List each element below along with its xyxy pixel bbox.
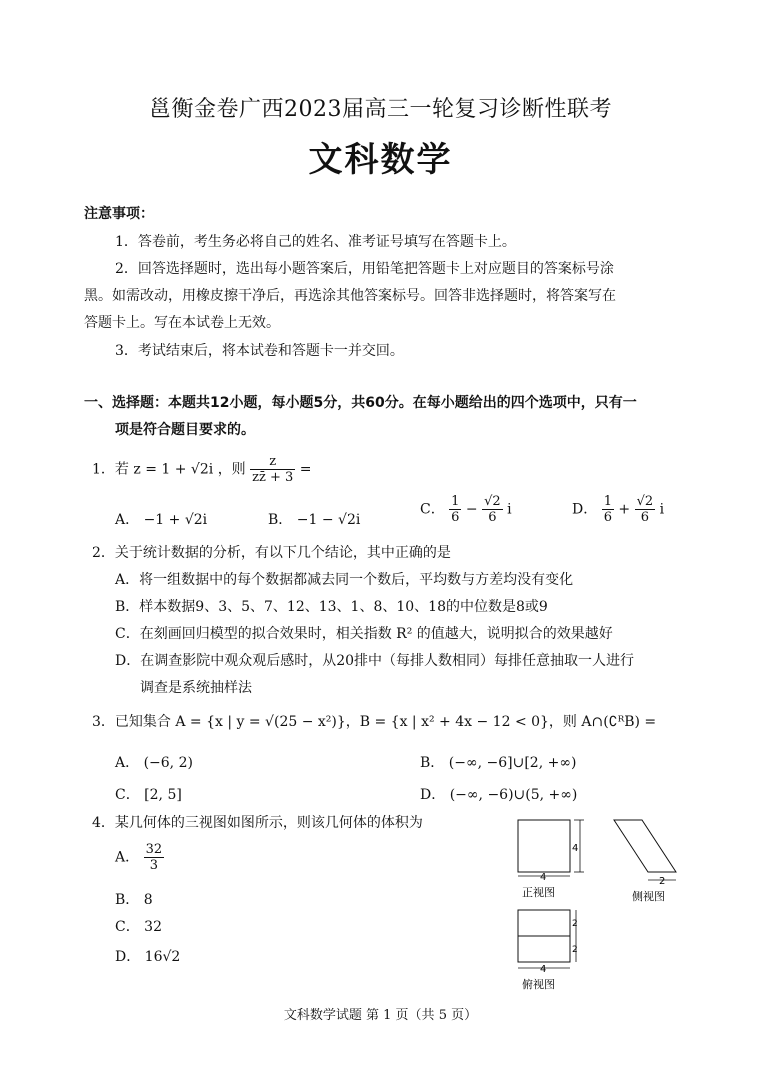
front-view: [518, 820, 584, 899]
option-label: D．: [572, 501, 598, 518]
option-c: [115, 784, 182, 804]
dim-label: 2: [572, 919, 578, 929]
option-label: B．: [268, 512, 293, 528]
stem-text: 1．若: [92, 461, 129, 478]
section-line: 项是符合题目要求的。: [115, 422, 255, 438]
subject-title: 文科数学: [308, 140, 453, 180]
option-b: [268, 509, 360, 529]
numerator: 1: [603, 494, 612, 509]
option-text: (−∞, −6]∪[2, +∞): [448, 755, 577, 771]
option-b: [420, 752, 576, 772]
question-stem: [92, 454, 311, 485]
notice-item: 1．答卷前，考生务必将自己的姓名、准考证号填写在答题卡上。: [115, 234, 516, 250]
option-d: [420, 784, 577, 804]
dim-label: 2: [572, 945, 578, 955]
option-d: [572, 494, 664, 525]
dim-label: 2: [659, 876, 666, 887]
denominator: 6: [603, 510, 612, 525]
operator: +: [618, 501, 631, 518]
option-a: [115, 842, 164, 873]
three-view-figure: [508, 814, 688, 992]
option-text: −1 + √2i: [143, 512, 208, 528]
question-stem: 4．某几何体的三视图如图所示，则该几何体的体积为: [92, 815, 423, 831]
imag-unit: i: [507, 501, 512, 518]
math-expression: z = 1 + √2i: [133, 461, 214, 478]
front-view-label: 正视图: [522, 886, 555, 899]
exam-title: 邕衡金卷广西2023届高三一轮复习诊断性联考: [149, 97, 612, 122]
side-view-label: 侧视图: [632, 890, 665, 903]
option-b: B． 8: [115, 892, 153, 908]
denominator: zz̄ + 3: [252, 470, 294, 485]
option-a: [115, 509, 207, 529]
fraction: [449, 494, 461, 525]
dim-label: 4: [540, 964, 547, 975]
notice-heading: 注意事项：: [84, 206, 154, 222]
numerator: z: [250, 454, 295, 470]
denominator: 6: [640, 510, 650, 525]
notice-item: 3．考试结束后，将本试卷和答题卡一并交回。: [115, 343, 404, 359]
numerator: 32: [145, 842, 163, 857]
dim-label: 4: [572, 843, 579, 854]
denominator: 6: [488, 510, 497, 525]
option-label: C．: [115, 787, 140, 803]
option-c: C．在刻画回归模型的拟合效果时，相关指数 R² 的值越大，说明拟合的效果越好: [115, 626, 613, 642]
stem-text: ，则: [217, 461, 246, 478]
imag-unit: i: [659, 501, 665, 518]
fraction: [144, 842, 165, 873]
option-label: A．: [115, 512, 140, 528]
option-text: (−∞, −6)∪(5, +∞): [449, 787, 578, 803]
fraction: [482, 494, 503, 525]
option-label: A．: [115, 755, 140, 771]
section-line: 一、选择题：本题共12小题，每小题5分，共60分。在每小题给出的四个选项中，只有一: [84, 395, 637, 411]
option-b: B．样本数据9、3、5、7、12、13、1、8、10、18的中位数是8或9: [115, 599, 548, 615]
option-label: D．: [420, 787, 446, 803]
top-view-label: 俯视图: [522, 978, 555, 991]
notice-item: 黑。如需改动，用橡皮擦干净后，再选涂其他答案标号。回答非选择题时，将答案写在: [84, 288, 616, 304]
option-a: A．将一组数据中的每个数据都减去同一个数后，平均数与方差均没有变化: [115, 572, 574, 588]
operator: −: [465, 501, 478, 518]
dim-label: 4: [540, 872, 547, 883]
question-stem: 3．已知集合 A = {x | y = √(25 − x²)}，B = {x | x² + 4x − 12 < 0}，则 A∩(∁ᴿB) =: [92, 714, 657, 730]
denominator: 3: [149, 858, 158, 873]
equals-sign: =: [299, 461, 312, 478]
option-d: D． 16√2: [115, 949, 181, 965]
option-d: D．在调查影院中观众观后感时，从20排中（每排人数相同）每排任意抽取一人进行: [115, 653, 635, 669]
option-d-continued: 调查是系统抽样法: [140, 680, 252, 696]
fraction: [250, 454, 295, 485]
numerator: √2: [636, 494, 654, 509]
option-label: C．: [420, 501, 445, 518]
option-label: B．: [420, 755, 445, 771]
option-c: C． 32: [115, 919, 162, 935]
option-c: [420, 494, 512, 525]
numerator: 1: [451, 494, 460, 509]
side-view: [614, 820, 676, 903]
top-view: [518, 910, 578, 991]
option-text: −1 − √2i: [296, 512, 361, 528]
option-a: [115, 752, 193, 772]
denominator: 6: [451, 510, 460, 525]
option-label: A．: [115, 849, 140, 866]
option-text: [2, 5]: [144, 787, 182, 803]
option-text: (−6, 2): [143, 755, 193, 771]
page-footer: 文科数学试题 第 1 页（共 5 页）: [283, 1008, 478, 1023]
numerator: √2: [484, 494, 501, 509]
question-stem: 2．关于统计数据的分析，有以下几个结论，其中正确的是: [92, 545, 451, 561]
fraction: [602, 494, 614, 525]
notice-item: 2．回答选择题时，选出每小题答案后，用铅笔把答题卡上对应题目的答案标号涂: [115, 261, 614, 277]
fraction: [635, 494, 656, 525]
notice-item: 答题卡上。写在本试卷上无效。: [84, 315, 280, 331]
